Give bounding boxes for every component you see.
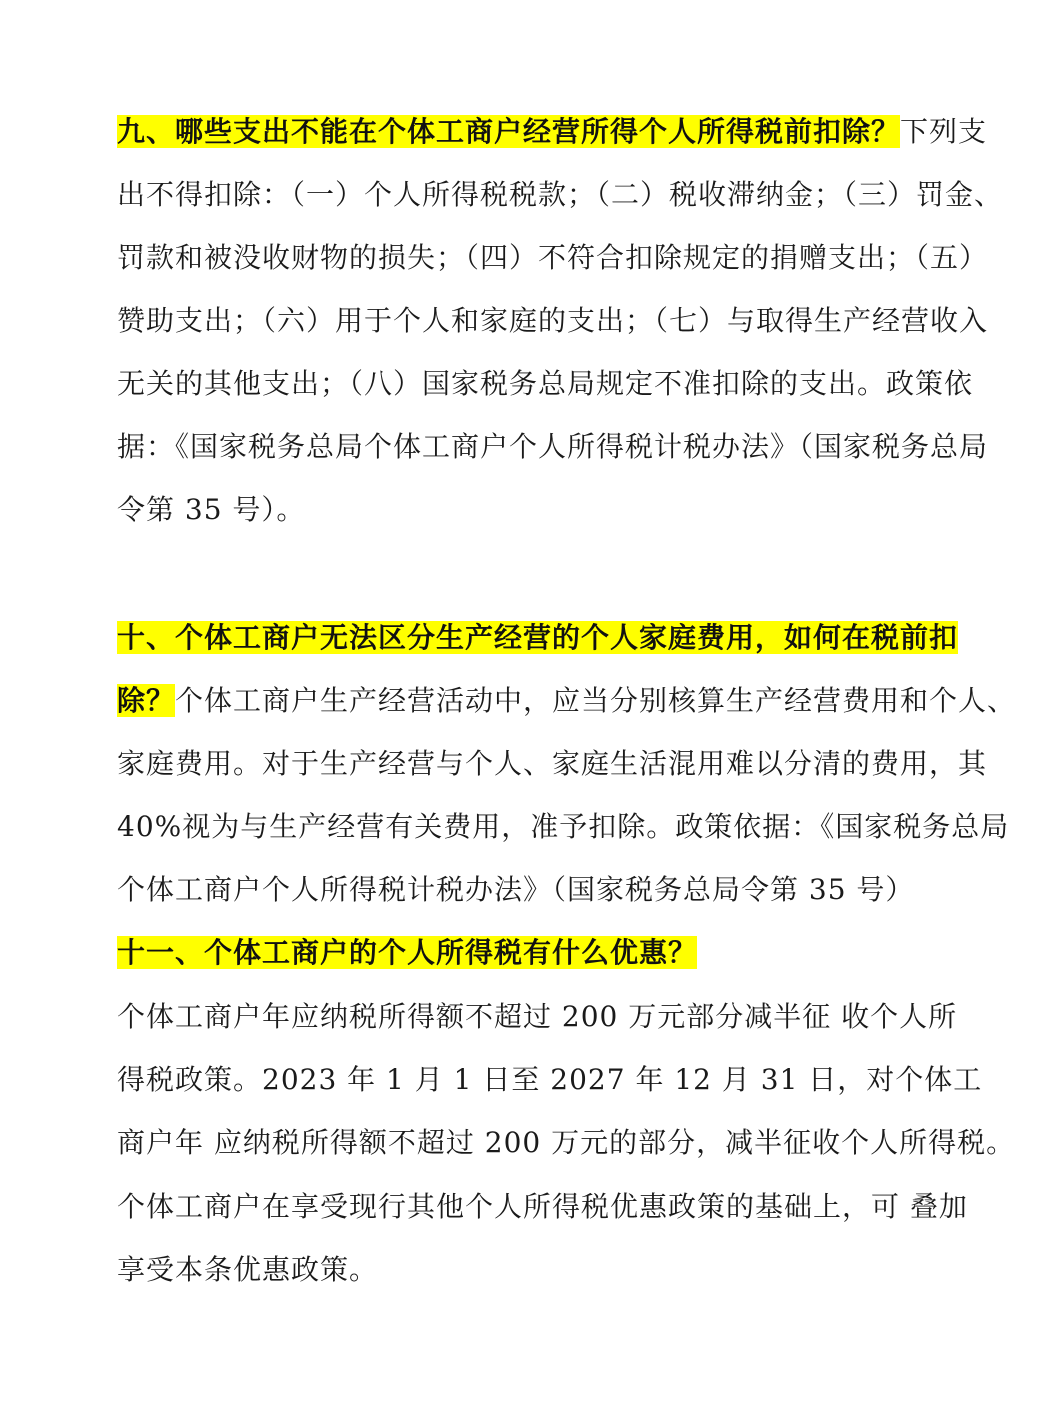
section-10-heading: 十、个体工商户无法区分生产经营的个人家庭费用，如何在税前扣	[117, 621, 959, 654]
section-9-line-5: 无关的其他支出；（八）国家税务总局规定不准扣除的支出。政策依	[117, 367, 974, 400]
section-9-line-2: 出不得扣除：（一）个人所得税税款；（二）税收滞纳金；（三）罚金、	[117, 178, 1004, 211]
section-10-text: 个体工商户生产经营活动中，应当分别核算生产经营费用和个人、	[175, 684, 1017, 717]
section-9-line-7: 令第 35 号）。	[117, 493, 306, 526]
section-11-line-6: 享受本条优惠政策。	[117, 1253, 379, 1286]
section-9-text: 下列支	[900, 115, 988, 148]
section-10-line-5: 个体工商户个人所得税计税办法》（国家税务总局令第 35 号）	[117, 873, 915, 906]
section-11-line-4: 商户年 应纳税所得额不超过 200 万元的部分，减半征收个人所得税。	[117, 1126, 1016, 1159]
section-9-line-4: 赞助支出；（六）用于个人和家庭的支出；（七）与取得生产经营收入	[117, 304, 989, 337]
section-10-heading-end: 除？	[117, 684, 176, 717]
section-10-line-4: 40%视为与生产经营有关费用，准予扣除。政策依据：《国家税务总局	[117, 810, 1010, 843]
section-10-line-2	[117, 681, 1016, 721]
section-10-line-1	[117, 618, 958, 658]
section-9-line-3: 罚款和被没收财物的损失；（四）不符合扣除规定的捐赠支出；（五）	[117, 241, 989, 274]
section-10-line-3: 家庭费用。对于生产经营与个人、家庭生活混用难以分清的费用，其	[117, 747, 988, 780]
section-9-line-1	[117, 112, 987, 152]
section-11-line-1	[117, 933, 697, 973]
section-9-line-6: 据：《国家税务总局个体工商户个人所得税计税办法》（国家税务总局	[117, 430, 989, 463]
section-9-heading: 九、哪些支出不能在个体工商户经营所得个人所得税前扣除？	[117, 115, 901, 148]
section-11-line-3: 得税政策。2023 年 1 月 1 日至 2027 年 12 月 31 日，对个体工	[117, 1063, 983, 1096]
section-11-heading: 十一、个体工商户的个人所得税有什么优惠？	[117, 936, 698, 969]
section-11-line-5: 个体工商户在享受现行其他个人所得税优惠政策的基础上，可 叠加	[117, 1190, 968, 1223]
section-11-line-2: 个体工商户年应纳税所得额不超过 200 万元部分减半征 收个人所	[117, 1000, 958, 1033]
